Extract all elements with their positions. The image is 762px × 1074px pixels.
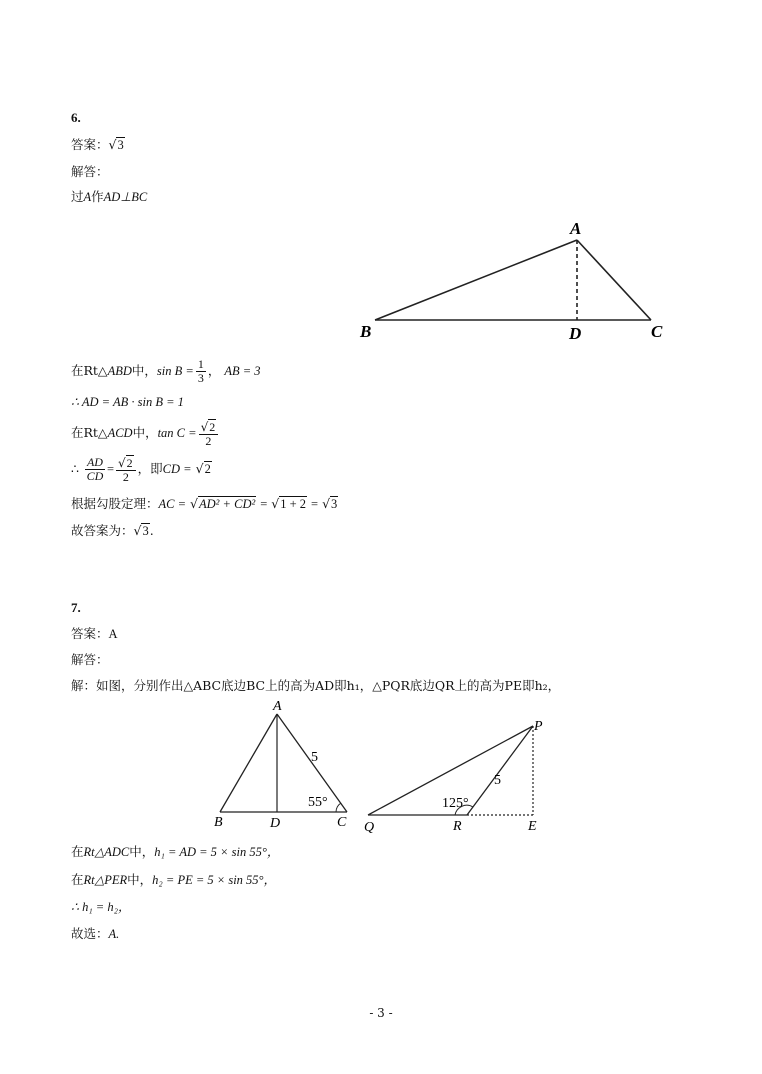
- numerator: √2: [199, 419, 219, 435]
- q7-line-2: [71, 872, 276, 888]
- q7-line-3: ∴ h₁ = h₂，: [71, 900, 131, 914]
- math: sin B =: [156, 364, 194, 378]
- label-c: C: [337, 815, 347, 830]
- label-d: D: [569, 324, 582, 343]
- math: A.: [108, 927, 120, 941]
- label-b: B: [360, 322, 372, 341]
- segment-rp: [467, 726, 533, 815]
- q7-triangle-abc-figure: [210, 698, 360, 833]
- equals: =: [106, 462, 114, 476]
- q6-line-1: [71, 356, 261, 386]
- text: 根据勾股定理：: [71, 496, 159, 511]
- denominator: 2: [122, 470, 129, 484]
- angle-label: 125°: [442, 796, 469, 811]
- math: CD =: [162, 462, 192, 476]
- text: 中，: [127, 872, 153, 887]
- text: 过: [71, 189, 84, 204]
- side-length-label: 5: [311, 750, 318, 765]
- math: AB = 3: [224, 364, 261, 378]
- fraction-root2-over-2: [116, 455, 136, 484]
- text: 在: [71, 844, 84, 859]
- text: ，即: [137, 461, 163, 476]
- q6-triangle-figure: [355, 218, 675, 343]
- label-r: R: [453, 819, 462, 834]
- text: 中，: [132, 425, 158, 440]
- q7-triangle-pqr-figure: [360, 712, 560, 837]
- q7-line-4: [71, 926, 119, 942]
- therefore-symbol: ∴: [71, 461, 79, 476]
- segment-ab: [220, 714, 277, 812]
- angle-label: 55°: [308, 795, 328, 810]
- angle-arc-c: [336, 803, 341, 812]
- q7-answer-value: A: [108, 627, 118, 641]
- q7-line-1: [71, 844, 279, 860]
- math-a: A: [83, 190, 92, 204]
- math: Rt△PER: [83, 873, 128, 887]
- numerator: √2: [116, 455, 136, 471]
- q6-construction-line: [71, 189, 147, 205]
- q6-line-2: ∴ AD = AB · sin B = 1: [71, 395, 184, 409]
- label-a: A: [273, 699, 282, 714]
- math: ACD: [107, 426, 133, 440]
- equals: =: [311, 497, 319, 511]
- q6-line-4: ∴ $\frac{AD}{CD}$ = $\frac{√2}{2}$ ，即CD = √2: [71, 455, 211, 484]
- fraction-root2-over-2: [199, 419, 219, 448]
- label-q: Q: [364, 820, 375, 835]
- q6-answer-line: [71, 137, 125, 153]
- label-e: E: [528, 819, 537, 834]
- q6-line-5: 根据勾股定理：AC = √AD² + CD² = √1 + 2 = √3: [71, 496, 338, 511]
- q6-solution-label: 解答：: [71, 164, 109, 179]
- side-length-label: 5: [494, 773, 501, 788]
- denominator: 2: [205, 434, 212, 448]
- text: 中，: [129, 844, 155, 859]
- math: h₁ = AD = 5 × sin 55°，: [154, 845, 280, 859]
- radicand: 2: [209, 420, 216, 434]
- radicand: 3: [331, 497, 338, 511]
- denominator: CD: [86, 469, 104, 483]
- math: AC =: [158, 497, 187, 511]
- text: 故答案为：: [71, 523, 134, 538]
- radicand: 2: [126, 456, 133, 470]
- question-7-number: 7.: [71, 600, 81, 615]
- segment-ac: [577, 240, 651, 320]
- sqrt-symbol: √: [108, 137, 117, 152]
- q6-line-6: 故答案为：√3.: [71, 523, 154, 538]
- radicand: 3: [142, 524, 149, 538]
- label-a: A: [570, 219, 582, 238]
- text: ，: [207, 363, 221, 378]
- answer-label: 答案：: [71, 137, 109, 152]
- page-number: - 3 -: [369, 1006, 393, 1020]
- label-b: B: [214, 815, 223, 830]
- radicand: 1 + 2: [280, 497, 307, 511]
- math: ABD: [107, 364, 132, 378]
- segment-ba: [375, 240, 577, 320]
- text: 中，: [131, 363, 157, 378]
- math-relation: AD⊥BC: [103, 190, 148, 204]
- text: 在Rt△: [71, 425, 108, 440]
- question-6-number: 6.: [71, 110, 81, 125]
- answer-label: 答案：: [71, 626, 109, 641]
- q6-answer-value: 3: [117, 138, 124, 152]
- numerator: 1: [197, 357, 204, 371]
- q7-solution-label: 解答：: [71, 652, 109, 667]
- fraction-ad-over-cd: [85, 456, 105, 483]
- text: 在Rt△: [71, 363, 108, 378]
- radicand: AD² + CD²: [199, 497, 256, 511]
- math: tan C =: [157, 426, 197, 440]
- radicand: 2: [204, 462, 211, 476]
- text: 在: [71, 872, 84, 887]
- fraction-one-third: [196, 358, 206, 385]
- label-c: C: [651, 322, 663, 341]
- text: 作: [91, 189, 104, 204]
- q7-answer-line: [71, 626, 118, 642]
- label-d: D: [270, 816, 281, 831]
- denominator: 3: [197, 371, 204, 385]
- q6-line-3: [71, 416, 220, 450]
- q7-intro: 解：如图，分别作出△ABC底边BC上的高为AD即h₁，△PQR底边QR上的高为PE即h₂，: [71, 678, 561, 693]
- text: .: [149, 523, 154, 538]
- label-p: P: [534, 719, 543, 734]
- equals: =: [260, 497, 268, 511]
- math: h₂ = PE = 5 × sin 55°，: [152, 873, 277, 887]
- math: Rt△ADC: [83, 845, 130, 859]
- numerator: AD: [86, 455, 103, 469]
- text: 故选：: [71, 926, 109, 941]
